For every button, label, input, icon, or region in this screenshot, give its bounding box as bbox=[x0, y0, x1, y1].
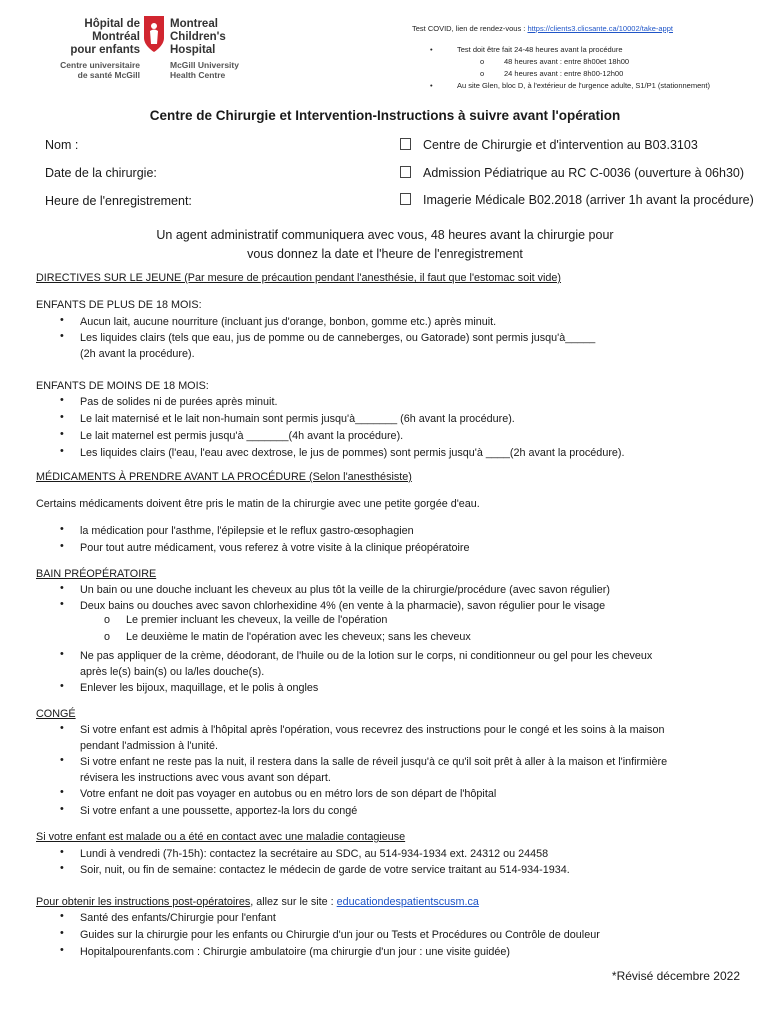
surgery-date-label: Date de la chirurgie: bbox=[45, 166, 157, 180]
bullet: • bbox=[60, 314, 64, 326]
list-item: révisera les instructions avec vous avant son départ. bbox=[80, 772, 331, 784]
logo-left bbox=[38, 18, 140, 80]
logo-left-line: Hôpital de Montréal bbox=[84, 18, 140, 43]
bullet: • bbox=[60, 445, 64, 457]
under18-title: ENFANTS DE MOINS DE 18 MOIS: bbox=[36, 380, 209, 392]
meds-intro: Certains médicaments doivent être pris le matin de la chirurgie avec une petite gorgée d'eau. bbox=[36, 498, 480, 510]
shield-logo-icon bbox=[143, 14, 165, 54]
covid-text: Test COVID, lien de rendez-vous : bbox=[412, 24, 528, 33]
covid-item: Au site Glen, bloc D, à l'extérieur de l'urgence adulte, S1/P1 (stationnement) bbox=[457, 81, 711, 90]
bullet: • bbox=[60, 523, 64, 535]
list-item: après le(s) bain(s) ou la/les douche(s). bbox=[80, 666, 265, 678]
option-label: Centre de Chirurgie et d'intervention au B03.3103 bbox=[423, 138, 698, 152]
postop-heading-rest: , allez sur le site : bbox=[250, 896, 337, 908]
bullet: • bbox=[430, 45, 433, 54]
postop-heading: Pour obtenir les instructions post-opératoires bbox=[36, 896, 251, 908]
bullet: • bbox=[60, 428, 64, 440]
agent-line: vous donnez la date et l'heure de l'enregistrement bbox=[247, 247, 523, 261]
list-item: Santé des enfants/Chirurgie pour l'enfant bbox=[80, 912, 276, 924]
checkbox[interactable] bbox=[400, 138, 411, 150]
list-item: Si votre enfant a une poussette, apportez-la lors du congé bbox=[80, 805, 358, 817]
logo-right-line: Hospital bbox=[170, 44, 216, 56]
list-item: Ne pas appliquer de la crème, déodorant, de l'huile ou de la lotion sur le corps, ni conditionneur ou gel pour les cheveux bbox=[80, 650, 653, 662]
list-item: Soir, nuit, ou fin de semaine: contactez le médecin de garde de votre service traitant au 514-934-1934. bbox=[80, 864, 570, 876]
bullet: • bbox=[60, 944, 64, 956]
bath-heading: BAIN PRÉOPÉRATOIRE bbox=[36, 568, 157, 580]
list-item: Les liquides clairs (tels que eau, jus de pomme ou de canneberges, ou Gatorade) sont permis jusqu'à_____ bbox=[80, 332, 596, 344]
list-item: Lundi à vendredi (7h-15h): contactez la secrétaire au SDC, au 514-934-1934 ext. 24312 ou 24458 bbox=[80, 848, 549, 860]
bullet: • bbox=[60, 722, 64, 734]
list-item: Un bain ou une douche incluant les cheveux au plus tôt la veille de la chirurgie/procédure (avec savon régulier) bbox=[80, 584, 610, 596]
bullet: • bbox=[60, 330, 64, 342]
bullet: • bbox=[60, 582, 64, 594]
option-medical-imaging[interactable] bbox=[400, 193, 754, 207]
bullet: • bbox=[430, 81, 433, 90]
covid-link[interactable]: https://clients3.clicsante.ca/10002/take-appt bbox=[527, 24, 673, 33]
sub-bullet: o bbox=[480, 57, 485, 66]
logo-left-line: de santé McGill bbox=[77, 70, 140, 80]
bullet: • bbox=[60, 394, 64, 406]
bullet: • bbox=[60, 648, 64, 660]
sub-item: Le premier incluant les cheveux, la veille de l'opération bbox=[126, 614, 388, 626]
bullet: • bbox=[60, 862, 64, 874]
logo-right-line: Montreal Children's bbox=[170, 18, 226, 43]
checkbox[interactable] bbox=[400, 193, 411, 205]
list-item: (2h avant la procédure). bbox=[80, 348, 195, 360]
list-item: Aucun lait, aucune nourriture (incluant jus d'orange, bonbon, gomme etc.) après minuit. bbox=[80, 316, 497, 328]
bullet: • bbox=[60, 598, 64, 610]
list-item: Pas de solides ni de purées après minuit. bbox=[80, 396, 278, 408]
list-item: Pour tout autre médicament, vous referez à votre visite à la clinique préopératoire bbox=[80, 542, 470, 554]
list-item: Enlever les bijoux, maquillage, et le polis à ongles bbox=[80, 682, 319, 694]
bullet: • bbox=[60, 910, 64, 922]
logo-left-line: pour enfants bbox=[70, 44, 140, 56]
option-pediatric-admission[interactable] bbox=[400, 166, 744, 180]
sick-heading: Si votre enfant est malade ou a été en contact avec une maladie contagieuse bbox=[36, 831, 406, 843]
covid-subitem: 24 heures avant : entre 8h00-12h00 bbox=[504, 69, 624, 78]
list-item: Deux bains ou douches avec savon chlorhexidine 4% (en vente à la pharmacie), savon régulier pour le visage bbox=[80, 600, 606, 612]
bullet: • bbox=[60, 786, 64, 798]
logo-left-line: Centre universitaire bbox=[60, 60, 140, 70]
agent-notice bbox=[0, 226, 770, 264]
list-item: Votre enfant ne doit pas voyager en autobus ou en métro lors de son départ de l'hôpital bbox=[80, 788, 497, 800]
patient-education-link[interactable]: educationdespatientscusm.ca bbox=[336, 896, 479, 908]
list-item: Le lait maternel est permis jusqu'à _______(4h avant la procédure). bbox=[80, 430, 404, 442]
bullet: • bbox=[60, 846, 64, 858]
logo-right-line: Health Centre bbox=[170, 70, 226, 80]
option-label: Imagerie Médicale B02.2018 (arriver 1h avant la procédure) bbox=[423, 193, 754, 207]
bullet: • bbox=[60, 540, 64, 552]
postop-heading-line bbox=[36, 894, 479, 910]
option-label: Admission Pédiatrique au RC C-0036 (ouverture à 06h30) bbox=[423, 166, 745, 180]
bullet: • bbox=[60, 680, 64, 692]
sub-item: Le deuxième le matin de l'opération avec les cheveux; sans les cheveux bbox=[126, 631, 471, 643]
list-item: Hopitalpourenfants.com : Chirurgie ambulatoire (ma chirurgie d'un jour : une visite guidée) bbox=[80, 946, 510, 958]
meds-heading: MÉDICAMENTS À PRENDRE AVANT LA PROCÉDURE (Selon l'anesthésiste) bbox=[36, 471, 412, 483]
sub-bullet: o bbox=[480, 69, 485, 78]
bullet: • bbox=[60, 803, 64, 815]
list-item: Guides sur la chirurgie pour les enfants ou Chirurgie d'un jour ou Tests et Procédures ou Contrôle de douleur bbox=[80, 929, 600, 941]
list-item: pendant l'admission à l'unité. bbox=[80, 740, 218, 752]
name-label: Nom : bbox=[45, 138, 79, 152]
bullet: • bbox=[60, 927, 64, 939]
list-item: la médication pour l'asthme, l'épilepsie et le reflux gastro-œsophagien bbox=[80, 525, 414, 537]
option-surgery-centre[interactable] bbox=[400, 138, 698, 152]
revision-date: *Révisé décembre 2022 bbox=[611, 969, 740, 983]
list-item: Si votre enfant est admis à l'hôpital après l'opération, vous recevrez des instructions pour le congé et les soins à la maison bbox=[80, 724, 665, 736]
page-title: Centre de Chirurgie et Intervention-Instructions à suivre avant l'opération bbox=[149, 108, 621, 123]
sub-bullet: o bbox=[104, 614, 111, 626]
list-item: Si votre enfant ne reste pas la nuit, il restera dans la salle de réveil jusqu'à ce qu'il soit prêt à aller à la maison et l'infirmière bbox=[80, 756, 668, 768]
bullet: • bbox=[60, 411, 64, 423]
logo-right bbox=[170, 18, 270, 80]
over18-title: ENFANTS DE PLUS DE 18 MOIS: bbox=[36, 299, 202, 311]
fasting-heading: DIRECTIVES SUR LE JEUNE (Par mesure de précaution pendant l'anesthésie, il faut que l'estomac soit vide) bbox=[36, 272, 562, 284]
logo-right-line: McGill University bbox=[170, 60, 239, 70]
checkbox[interactable] bbox=[400, 166, 411, 178]
registration-time-label: Heure de l'enregistrement: bbox=[45, 194, 192, 208]
agent-line: Un agent administratif communiquera avec vous, 48 heures avant la chirurgie pour bbox=[156, 228, 614, 242]
list-item: Les liquides clairs (l'eau, l'eau avec dextrose, le jus de pommes) sont permis jusqu'à ____(2h avant la procédure). bbox=[80, 447, 625, 459]
covid-info bbox=[412, 24, 673, 33]
bullet: • bbox=[60, 754, 64, 766]
covid-item: Test doit être fait 24-48 heures avant la procédure bbox=[457, 45, 623, 54]
conge-heading: CONGÉ bbox=[36, 708, 76, 720]
covid-subitem: 48 heures avant : entre 8h00et 18h00 bbox=[504, 57, 630, 66]
list-item: Le lait maternisé et le lait non-humain sont permis jusqu'à_______ (6h avant la procédure). bbox=[80, 413, 515, 425]
sub-bullet: o bbox=[104, 631, 111, 643]
